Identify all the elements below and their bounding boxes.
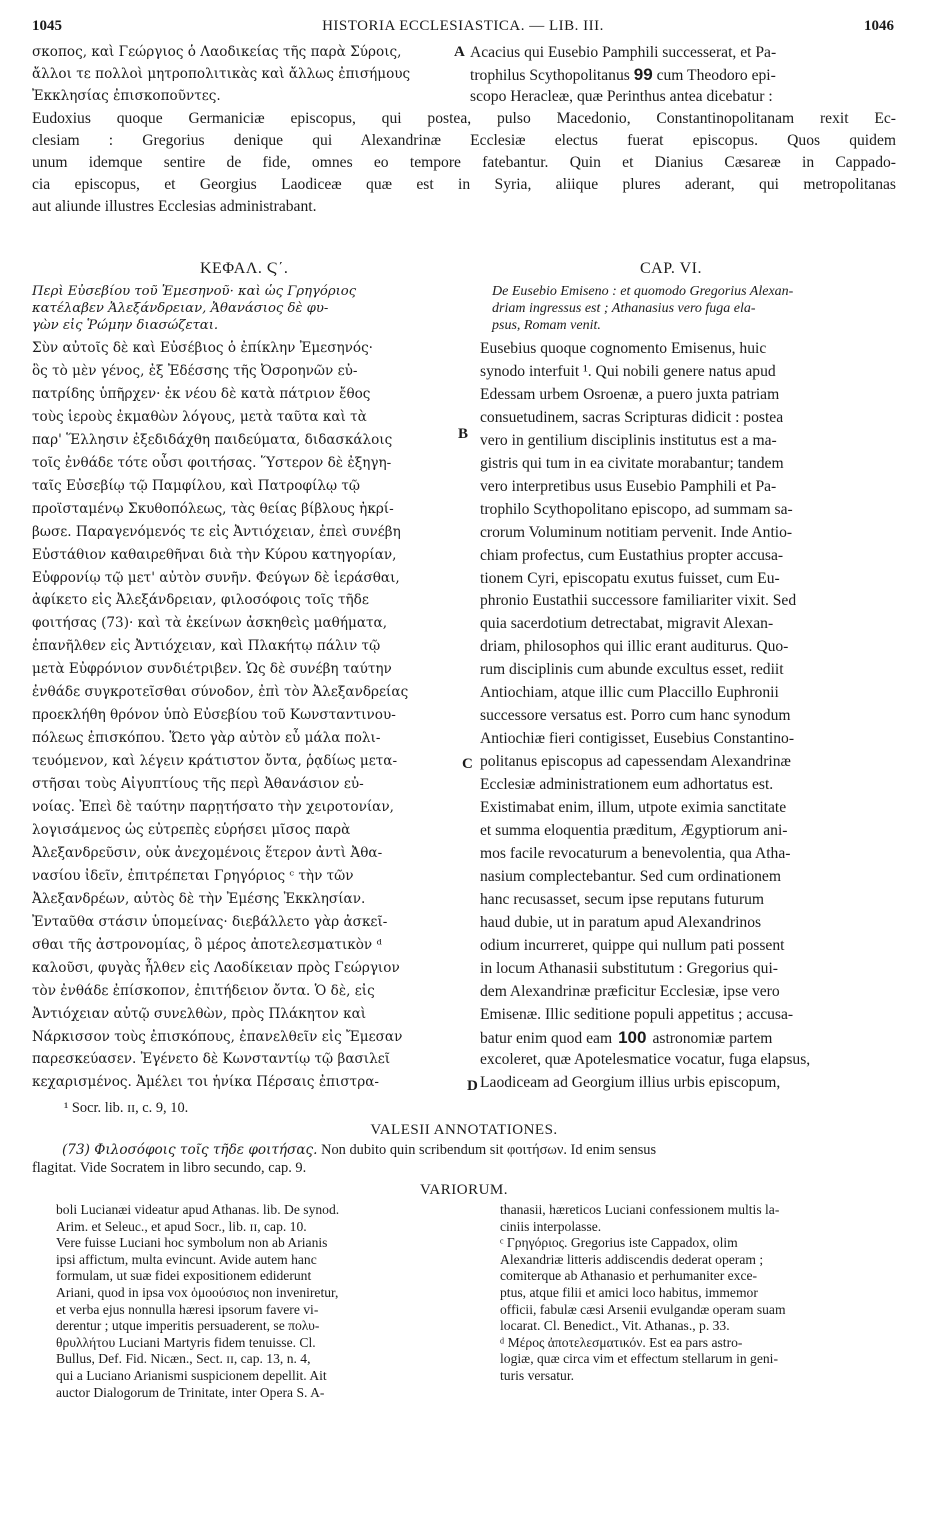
text-line: προεκλήθη θρόνον ὑπὸ Εὐσεβίου τοῦ Κωνσταντινου- xyxy=(32,707,396,724)
text-line: νοίας. Ἐπεὶ δὲ ταύτην παρῃτήσατο τὴν χειροτονίαν, xyxy=(32,799,394,815)
text-line: Emisenæ. Illic seditione populi appetitus ; accusa- xyxy=(480,1005,794,1023)
text-line: synodo interfuit ¹. Qui nobili genere natus apud xyxy=(480,362,776,380)
text-line: nasium complectebantur. Sed cum ordinationem xyxy=(480,867,781,885)
text-line: officii, fabulæ cæsi Arsenii evulgandæ operam suam xyxy=(500,1301,786,1317)
latin-chapter-heading: CAP. VI. xyxy=(640,260,702,277)
text-line: politanus episcopus ad capessendam Alexandrinæ xyxy=(480,753,791,771)
full-width-paragraph xyxy=(32,108,896,218)
text-line: τοῖς ἐνθάδε τότε οὖσι φοιτήσας. Ὕστερον δὲ ἐξηγη- xyxy=(32,454,392,471)
text-line: logiæ, quæ circa vim et effectum stellarum in geni- xyxy=(500,1351,778,1367)
text-line: τοὺς ἱεροὺς ἐκμαθὼν λόγους, μετὰ ταῦτα καὶ τὰ xyxy=(32,408,367,425)
text-line: mos facile revocaturum a benevolentia, qua Atha- xyxy=(480,844,791,862)
text-line: scopo Heracleæ, quæ Perinthus antea dicebatur : xyxy=(470,88,773,105)
text-line: excoleret, quæ Apotelesmatice vocatur, fuga elapsus, xyxy=(480,1051,811,1069)
column-number-99: 99 xyxy=(633,65,653,84)
text-line: auctor Dialogorum de Trinitate, inter Opera S. A- xyxy=(56,1384,325,1400)
text-line: Νάρκισσον τοὺς ἐπισκόπους, ἐπανελθεῖν εἰς Ἔμεσαν xyxy=(32,1028,403,1045)
text-line: κεχαρισμένος. Ἀμέλει τοι ἡνίκα Πέρσαις ἐπιστρα- xyxy=(32,1074,379,1091)
text-line: φοιτήσας (73)· καὶ τὰ ἐκείνων ἀσκηθεὶς μαθήματα, xyxy=(32,615,388,632)
text-line: σθαι τῆς ἀστρονομίας, ὃ μέρος ἀποτελεσματικὸν ᵈ xyxy=(32,936,382,953)
text-line: trophilo Scythopolitano episcopo, ad summam sa- xyxy=(480,500,793,518)
text-line: ciniis interpolasse. xyxy=(500,1218,602,1234)
text-line: Laodiceam ad Georgium illius urbis episcopum, xyxy=(480,1074,781,1092)
subtitle-line: driam ingressus est ; Athanasius vero fuga ela- xyxy=(492,301,756,316)
text-line: dem Alexandrinæ præficitur Ecclesiæ, ipse vero xyxy=(480,982,780,1000)
text-segment: astronomiæ partem xyxy=(652,1029,773,1047)
text-line: βωσε. Παραγενόμενός τε εἰς Ἀντιόχειαν, ἐπεὶ συνέβη xyxy=(32,523,401,540)
text-line: Ecclesiæ administrationem eum adhortatus est. xyxy=(480,776,774,794)
text-line xyxy=(480,1027,772,1049)
footnote: ¹ Socr. lib. ɪɪ, c. 9, 10. xyxy=(64,1100,189,1116)
text-line: ᵈ Μέρος ἀποτελεσματικόν. Est ea pars astro- xyxy=(500,1334,743,1350)
text-line: πόλεως ἐπισκόπου. Ὥετο γὰρ αὐτὸν εὖ μάλα πολι- xyxy=(32,730,381,747)
valesii-note-line: flagitat. Vide Socratem in libro secundo, cap. 9. xyxy=(32,1160,307,1176)
text-line: odium incurreret, quippe qui nullum pati possent xyxy=(480,936,785,954)
text-line: consuetudinem, sacras Scripturas didicit : postea xyxy=(480,408,784,426)
text-line: σκοπος, καὶ Γεώργιος ὁ Λαοδικείας τῆς παρὰ Σύροις, xyxy=(32,44,402,60)
text-line: Existimabat enim, illum, utpote eximia sanctitate xyxy=(480,799,787,816)
text-line: boli Lucianæi videatur apud Athanas. lib. De synod. xyxy=(56,1202,340,1217)
text-line: in locum Athanasii substitutum : Gregorius qui- xyxy=(480,959,778,977)
margin-marker-d: D xyxy=(467,1078,478,1094)
text-line: ταῖς Εὐσεβίῳ τῷ Παμφίλου, καὶ Πατροφίλῳ τῷ xyxy=(32,477,360,494)
text-line: Eudoxius quoque Germaniciæ episcopus, qui postea, pulso Macedonio, Constantinopolitanam rexit Ec- xyxy=(32,110,896,127)
text-line: νασίου ἰδεῖν, ἐπιτρέπεται Γρηγόριος ᶜ τὴν τῶν xyxy=(32,867,354,884)
text-line: ᶜ Γρηγόριος. Gregorius iste Cappadox, olim xyxy=(500,1235,738,1251)
note-text: Non dubito quin scribendum sit φοιτήσων. Id enim sensus xyxy=(321,1142,657,1158)
text-line: προϊσταμένῳ Σκυθοπόλεως, τὰς θείας βίβλους ἠκρί- xyxy=(32,500,394,517)
margin-marker-b: B xyxy=(458,426,469,442)
text-line: derentur ; utque imperitis persuaderent, se πολυ- xyxy=(56,1318,320,1334)
text-line: et summa eloquentia præditum, Ægyptiorum ani- xyxy=(480,821,788,839)
right-page-number: 1046 xyxy=(864,18,894,34)
text-line: Eusebius quoque cognomento Emisenus, huic xyxy=(480,340,767,357)
text-line: thanasii, hæreticos Luciani confessionem multis la- xyxy=(500,1202,780,1217)
text-line: quia sacerdotium detrectabat, migravit Alexan- xyxy=(480,615,774,633)
variorum-heading: VARIORUM. xyxy=(420,1182,508,1198)
subtitle-line: De Eusebio Emiseno : et quomodo Gregorius Alexan- xyxy=(492,284,794,299)
text-line: vero in gentilium disciplinis institutus est a ma- xyxy=(480,431,777,449)
text-line: παρ' Ἕλλησιν ἐξεδιδάχθη παιδεύματα, διδασκάλοις xyxy=(32,431,393,448)
text-line: clesiam : Gregorius denique qui Alexandrinæ Ecclesiæ electus fuerat episcopus. Quos quidem xyxy=(32,132,896,149)
text-line: Edessam urbem Osroenæ, a puero juxta patriam xyxy=(480,385,780,403)
text-line: Vere fuisse Luciani hoc symbolum non ab Arianis xyxy=(56,1235,328,1251)
text-line: successore versatus est. Porro cum hanc synodum xyxy=(480,707,791,725)
text-line: Ariani, quod in ipsa vox ὁμοούσιος non inveniretur, xyxy=(56,1285,339,1300)
text-line: ipsi affictum, multa evincunt. Avide autem hanc xyxy=(56,1251,317,1267)
valesii-heading: VALESII ANNOTATIONES. xyxy=(370,1122,558,1138)
text-line: Σὺν αὐτοῖς δὲ καὶ Εὐσέβιος ὁ ἐπίκλην Ἐμεσηνός· xyxy=(32,340,373,356)
note-lemma: (73) Φιλοσόφοις τοῖς τῆδε φοιτήσας. xyxy=(62,1142,318,1158)
left-page-number: 1045 xyxy=(32,18,62,34)
text-line: ptus, atque filii et amici loco habitus, immemor xyxy=(500,1285,758,1300)
text-line: Εὐφρονίῳ τῷ μετ' αὐτὸν συνῆν. Φεύγων δὲ ἱεράσθαι, xyxy=(32,569,400,586)
text-line: ἐνθάδε συγκροτεῖσθαι σύνοδον, ἐπὶ τὸν Ἀλεξανδρείας xyxy=(32,684,409,701)
subtitle-line: γὼν εἰς Ῥώμην διασώζεται. xyxy=(32,318,219,333)
text-line: chiam profectus, cum Eustathius propter accusa- xyxy=(480,546,784,564)
text-line: θρυλλήτου Luciani Martyris fidem tenuisse. Cl. xyxy=(56,1334,316,1350)
text-line: gistris qui tum in ea civitate morabantur; tandem xyxy=(480,454,784,472)
text-line: locarat. Cl. Benedict., Vit. Athanas., p. 33. xyxy=(500,1318,730,1334)
text-line: Ἐκκλησίας ἐπισκοποῦντες. xyxy=(32,88,221,104)
text-line: ἀφίκετο εἰς Ἀλεξάνδρειαν, φιλοσόφοις τοῖς τῆδε xyxy=(32,592,369,609)
text-line: πατρίδης ὑπῆρχεν· ἐκ νέου δὲ κατὰ πάτριον ἔθος xyxy=(32,385,371,402)
text-line: phronio Eustathii successore familiariter vixit. Sed xyxy=(480,592,797,610)
text-line: παρεσκεύασεν. Ἐγένετο δὲ Κωνσταντίῳ τῷ βασιλεῖ xyxy=(32,1051,391,1068)
margin-marker-a: A xyxy=(454,44,465,60)
text-line: aut aliunde illustres Ecclesias administrabant. xyxy=(32,198,317,215)
text-line: Ἀλεξανδρέων, αὐτὸς δὲ τὴν Ἐμέσης Ἐκκλησίαν. xyxy=(32,890,366,907)
text-line: driam, philosophos qui illic erant auditurus. Quo- xyxy=(480,638,789,656)
text-line: Antiochiam, atque illic cum Placcillo Euphronii xyxy=(480,684,779,702)
text-line: crorum Voluminum notitiam pervenit. Inde Antio- xyxy=(480,523,793,541)
text-line: Ἐνταῦθα στάσιν ὑπομείνας· διεβάλλετο γὰρ ἀσκεῖ- xyxy=(32,913,388,930)
greek-chapter-heading: ΚΕΦΑΛ. Ϛ΄. xyxy=(200,260,289,277)
text-line: unum idemque sentire de fide, omnes eo tempore fatebantur. Quin et Dianius Cæsareæ in Cappado- xyxy=(32,154,896,171)
text-line: μετὰ Εὐφρόνιον συνδιέτριβεν. Ὡς δὲ συνέβη ταύτην xyxy=(32,661,392,678)
text-line: Ἀλεξανδρεῦσιν, οὐκ ἀνεχομένοις ἕτερον ἀντὶ Ἀθα- xyxy=(32,844,383,861)
text-line: rum disciplinis cum abunde excultus esset, rediit xyxy=(480,661,784,679)
text-line: Alexandriæ litteris addiscendis dederat operam ; xyxy=(500,1251,764,1267)
text-line: vero interpretibus usus Eusebio Pamphili et Pa- xyxy=(480,477,777,495)
text-line xyxy=(470,64,776,86)
text-line: Acacius qui Eusebio Pamphili successerat, et Pa- xyxy=(470,44,777,61)
text-line: haud dubie, ut in paratum apud Alexandrinos xyxy=(480,913,762,931)
valesii-note-line xyxy=(62,1142,902,1159)
text-line: τὸν ἐνθάδε ἐπίσκοπον, ἐπιτήδειον ὄντα. Ὁ δὲ, εἰς xyxy=(32,982,375,999)
text-segment: cum Theodoro epi- xyxy=(656,67,776,84)
text-line: hanc recusasset, secum ipse reputans futurum xyxy=(480,890,765,908)
text-line: tionem Cyri, episcopatu exutus fuisset, cum Eu- xyxy=(480,569,780,587)
text-line: τευόμενον, καὶ λέγειν κράτιστον ὄντα, ῥᾳδίως μετα- xyxy=(32,753,398,770)
text-line: ὃς τὸ μὲν γένος, ἐξ Ἐδέσσης τῆς Ὀσροηνῶν εὐ- xyxy=(32,362,358,379)
text-line: Εὐστάθιον καθαιρεθῆναι διὰ τὴν Κύρου κατηγορίαν, xyxy=(32,546,397,563)
text-line: comiterque ab Athanasio et perhumaniter exce- xyxy=(500,1268,758,1284)
text-line: cia episcopus, et Georgius Laodiceæ quæ est in Syria, aliique plures aderant, qui metropolitanas xyxy=(32,176,896,193)
text-line: qui a Luciano Arianismi suspicionem depellit. Ait xyxy=(56,1368,327,1383)
running-header xyxy=(32,18,894,42)
text-line: Ἀντιόχειαν αὐτῷ συνελθὼν, πρὸς Πλάκητον καὶ xyxy=(32,1005,367,1022)
text-line: Arim. et Seleuc., et apud Socr., lib. ɪɪ, cap. 10. xyxy=(56,1218,307,1234)
subtitle-line: Περὶ Εὐσεβίου τοῦ Ἐμεσηνοῦ· καὶ ὡς Γρηγόριος xyxy=(32,284,357,299)
text-line: ἐπανῆλθεν εἰς Ἀντιόχειαν, καὶ Πλακήτῳ πάλιν τῷ xyxy=(32,638,381,655)
subtitle-line: κατέλαβεν Ἀλεξάνδρειαν, Ἀθανάσιος δὲ φυ- xyxy=(32,301,329,316)
text-line: στῆσαι τοὺς Αἰγυπτίους τῆς περὶ Ἀθανάσιον εὐ- xyxy=(32,776,364,793)
text-line: turis versatur. xyxy=(500,1368,574,1383)
text-segment: batur enim quod eam xyxy=(480,1029,613,1047)
text-line: καλοῦσι, φυγὰς ἦλθεν εἰς Λαοδίκειαν πρὸς Γεώργιον xyxy=(32,959,400,976)
column-number-100: 100 xyxy=(618,1027,647,1047)
subtitle-line: psus, Romam venit. xyxy=(492,318,601,333)
text-line: formulam, ut suæ fidei expositionem ediderunt xyxy=(56,1268,312,1284)
text-line: Antiochiæ fieri contigisset, Eusebius Constantino- xyxy=(480,730,795,748)
text-segment: trophilus Scythopolitanus xyxy=(470,67,630,84)
text-line: et verba ejus nonnulla hæresi ipsorum favere vi- xyxy=(56,1301,319,1317)
text-line: λογισάμενος ὡς εὐτρεπὲς εὑρήσει μῖσος παρὰ xyxy=(32,821,351,838)
margin-marker-c: C xyxy=(462,756,473,772)
running-title: HISTORIA ECCLESIASTICA. — LIB. III. xyxy=(322,18,604,34)
text-line: Bullus, Def. Fid. Nicæn., Sect. ɪɪ, cap. 13, n. 4, xyxy=(56,1351,311,1367)
text-line: ἄλλοι τε πολλοὶ μητροπολιτικὰς καὶ ἄλλως ἐπισήμους xyxy=(32,66,411,82)
